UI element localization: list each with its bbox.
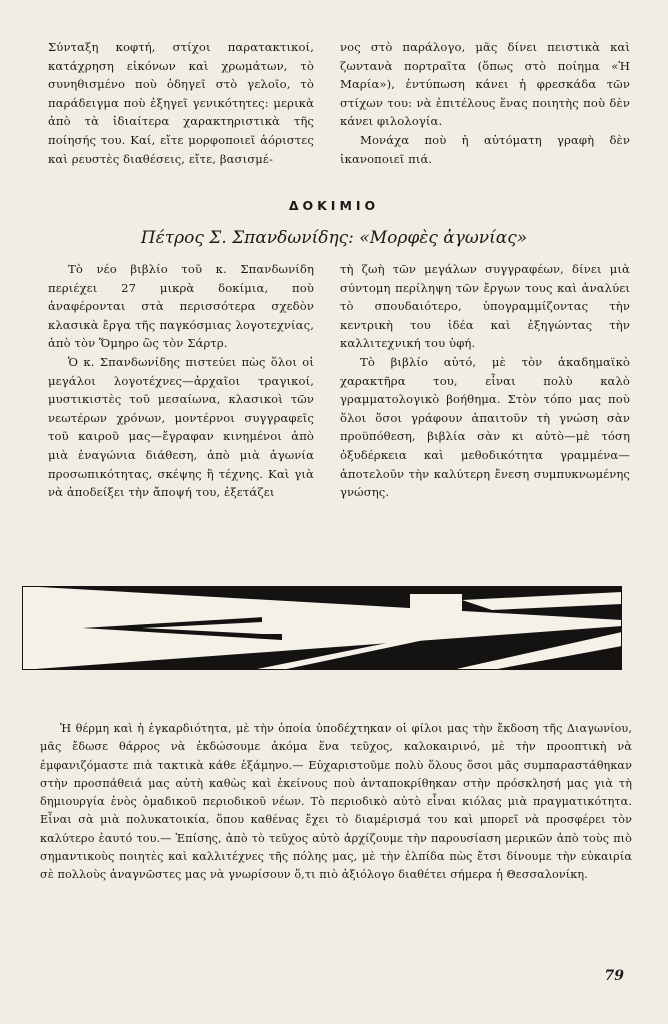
section-heading: ΔΟΚΙΜΙΟ xyxy=(288,198,380,213)
paragraph: Τὸ βιβλίο αὐτό, μὲ τὸν ἀκαδημαϊκὸ χαρακτῆρα του, εἶναι πολὺ καλὸ γραμματολογικὸ βοήθημα. Στὸν τόπο μας ποὺ ὅλοι ὅσοι γράφουν ἀπαιτοῦν τὴ γνώση σὰν προϋπόθεση, βιβλία σὰν κι αὐτὸ—μὲ τόση ὀξυδέρκεια καὶ μεθοδικότητα γραμμένα—ἀποτελοῦν τὴν καλύτερη ἔνεση συμπυκνωμένης γνώσης. xyxy=(340,354,630,500)
article-title: Πέτρος Σ. Σπανδωνίδης: «Μορφὲς ἀγωνίας» xyxy=(140,228,528,248)
paragraph: τὴ ζωὴ τῶν μεγάλων συγγραφέων, δίνει μιὰ σύντομη περίληψη τῶν ἔργων τους καὶ ἀναλύει τὸ σπουδαιότερο, ὑπογραμμίζοντας τὴν κεντρικὴ του ἰδέα καὶ ἐξηγώντας τὴν καλλιτεχνική του ὑφή. xyxy=(340,262,630,351)
article-left-column xyxy=(48,260,314,502)
article-right-column xyxy=(340,260,630,502)
paragraph: Ὁ κ. Σπανδωνίδης πιστεύει πὼς ὅλοι οἱ μεγάλοι λογοτέχνες—ἀρχαῖοι τραγικοί, μυστικιστὲς τοῦ μεσαίωνα, κλασικοὶ τῶν νεωτέρων χρόνων, μοντέρνοι συγγραφεῖς τοῦ καιροῦ μας—ἔγραφαν κινημένοι ἀπὸ μιὰ ἐναγώνια διάθεση, ἀπὸ μιὰ ἀγωνία προσωπικότητας, σκέψης ἢ τέχνης. Καὶ γιὰ νὰ ἀποδείξει τὴν ἄποψή του, ἐξετάζει xyxy=(48,354,314,500)
paragraph: Τὸ νέο βιβλίο τοῦ κ. Σπανδωνίδη περιέχει 27 μικρὰ δοκίμια, ποὺ ἀναφέρονται στὰ περισσότερα σχεδὸν κλασικὰ ἔργα τῆς παγκόσμιας λογοτεχνίας, ἀπὸ τὸν Ὅμηρο ὣς τὸν Σάρτρ. xyxy=(48,262,314,351)
paragraph: Μονάχα ποὺ ἡ αὐτόματη γραφὴ δὲν ἱκανοποιεῖ πιά. xyxy=(340,132,630,166)
top-left-column xyxy=(48,38,314,168)
abstract-illustration xyxy=(22,586,622,670)
paragraph: Ἡ θέρμη καὶ ἡ ἐγκαρδιότητα, μὲ τὴν ὁποία ὑποδέχτηκαν οἱ φίλοι μας τὴν ἔκδοση τῆς Διαγωνίου, μᾶς ἔδωσε θάρρος νὰ ἐκδώσουμε ἀκόμα ἕνα τεῦχος, καλοκαιρινό, μὲ τὴν προοπτικὴ νὰ ἐμφανιζόμαστε πιὰ τακτικὰ κάθε ἑξάμηνο.— Εὐχαριστοῦμε πολὺ ὅλους ὅσοι μᾶς συμπαραστάθηκαν στὴν προσπάθειά μας αὐτὴ καθὼς καὶ ἐκείνους ποὺ ἀνταποκρίθηκαν στὴν πρόσκλησή μας γιὰ τὴ δημιουργία ἑνὸς ὁμαδικοῦ περιοδικοῦ νέων. Τὸ περιοδικὸ αὐτὸ εἶναι κιόλας μιὰ πραγματικότητα. Εἶναι σὰ μιὰ πολυκατοικία, ὅπου καθένας ἔχει τὸ διαμέρισμά του καὶ μπορεῖ νὰ προσφέρει τὸν καλύτερο ἑαυτό του.— Ἐπίσης, ἀπὸ τὸ τεῦχος αὐτὸ ἀρχίζουμε τὴν παρουσίαση μερικῶν ἀπὸ τοὺς πιὸ σημαντικοὺς ποιητὲς καὶ καλλιτέχνες τῆς πόλης μας, μὲ τὴν ἐλπίδα πὼς ἔτσι δίνουμε τὴν εὐκαιρία σὲ πολλοὺς ἀναγνῶστες μας νὰ γνωρίσουν ὅ,τι πιὸ ἀξιόλογο διαθέτει σήμερα ἡ Θεσσαλονίκη. xyxy=(40,722,632,882)
paragraph: νος στὸ παράλογο, μᾶς δίνει πειστικὰ καὶ ζωντανὰ πορτραῖτα (ὅπως στὸ ποίημα «Ἡ Μαρία»), ἐντύπωση κάνει ἡ φρεσκάδα τῶν στίχων του: νὰ ἐπιτέλους ἕνας ποιητὴς ποὺ δὲν κάνει φιλολογία. xyxy=(340,40,630,129)
page-number: 79 xyxy=(604,968,624,984)
paragraph: Σύνταξη κοφτή, στίχοι παρατακτικοί, κατάχρηση εἰκόνων καὶ χρωμάτων, τὸ συνηθισμένο ποὺ ὁδηγεῖ στὸ γελοῖο, τὸ παράδειγμα ποὺ ἐξηγεῖ γενικότητες: μερικὰ ἀπὸ τὰ ἰδιαίτερα χαρακτηριστικὰ τῆς ποίησής του. Καί, εἴτε μορφοποιεῖ ἀόριστες καὶ ρευστὲς διαθέσεις, εἴτε, βασισμέ- xyxy=(48,40,314,166)
top-right-column xyxy=(340,38,630,168)
editorial-note xyxy=(40,720,632,885)
